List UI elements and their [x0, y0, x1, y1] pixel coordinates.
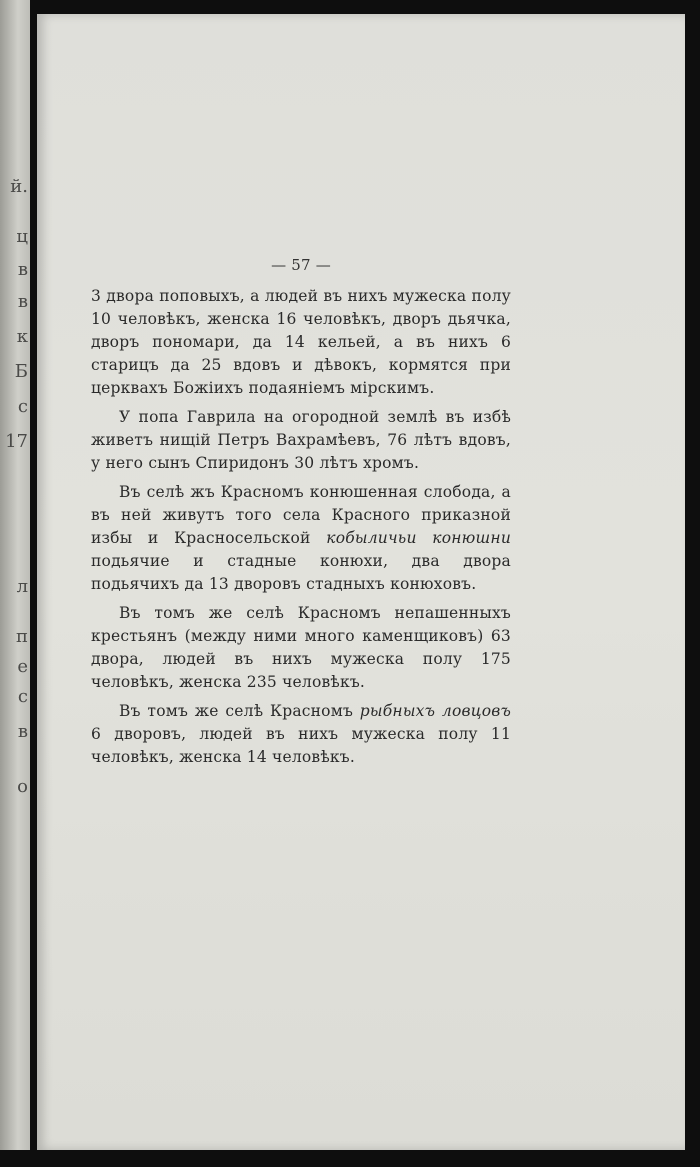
edge-fragment: п: [16, 626, 28, 647]
edge-fragment: о: [17, 776, 28, 797]
paragraph: [91, 406, 511, 475]
paragraph: [91, 602, 511, 694]
edge-fragment: 17: [5, 431, 28, 452]
edge-fragment: л: [16, 576, 28, 597]
edge-fragment: Б: [14, 361, 28, 382]
italic-text: рыбныхъ ловцовъ: [359, 702, 511, 720]
text-segment: Въ томъ же селѣ Красномъ: [119, 702, 360, 720]
edge-fragment: в: [17, 291, 28, 312]
edge-fragment: й.: [10, 176, 28, 197]
edge-fragment: ц: [16, 226, 28, 247]
paragraph: [91, 481, 511, 596]
paragraph: [91, 700, 511, 769]
edge-fragment: в: [17, 259, 28, 280]
text-segment: 3 двора поповыхъ, а людей въ нихъ мужеска полу 10 человѣкъ, женска 16 человѣкъ, дворъ дьячка, дворъ пономари, да 14 кельей, а въ нихъ 6 старицъ да 25 вдовъ и дѣвокъ, кормятся при церквахъ Божіихъ подаяніемъ мірскимъ.: [91, 287, 511, 397]
paragraphs: [91, 285, 511, 769]
edge-fragment: с: [17, 686, 28, 707]
edge-fragment: с: [17, 396, 28, 417]
text-segment: 6 дворовъ, людей въ нихъ мужеска полу 11 человѣкъ, женска 14 человѣкъ.: [91, 725, 511, 766]
text-segment: У попа Гаврила на огородной землѣ въ избѣ живетъ нищій Петръ Вахрамѣевъ, 76 лѣтъ вдовъ, у него сынъ Спиридонъ 30 лѣтъ хромъ.: [91, 408, 511, 472]
previous-page-edge: [0, 0, 30, 1150]
edge-fragment: е: [17, 656, 28, 677]
text-segment: Въ селѣ жъ Красномъ конюшенная слобода, а въ ней живутъ того села Красного приказной избы и Красносельской: [91, 483, 511, 547]
book-page: [37, 14, 685, 1150]
text-segment: подьячие и стадные конюхи, два двора подьячихъ да 13 дворовъ стадныхъ конюховъ.: [91, 552, 511, 593]
paragraph: [91, 285, 511, 400]
text-block: [91, 256, 511, 775]
italic-text: кобыличьи конюшни: [326, 529, 511, 547]
text-segment: Въ томъ же селѣ Красномъ непашенныхъ крестьянъ (между ними много каменщиковъ) 63 двора, людей въ нихъ мужеска полу 175 человѣкъ, женска 235 человѣкъ.: [91, 604, 511, 691]
edge-fragment: в: [17, 721, 28, 742]
edge-fragment: к: [16, 326, 28, 347]
page-number: — 57 —: [271, 256, 331, 274]
